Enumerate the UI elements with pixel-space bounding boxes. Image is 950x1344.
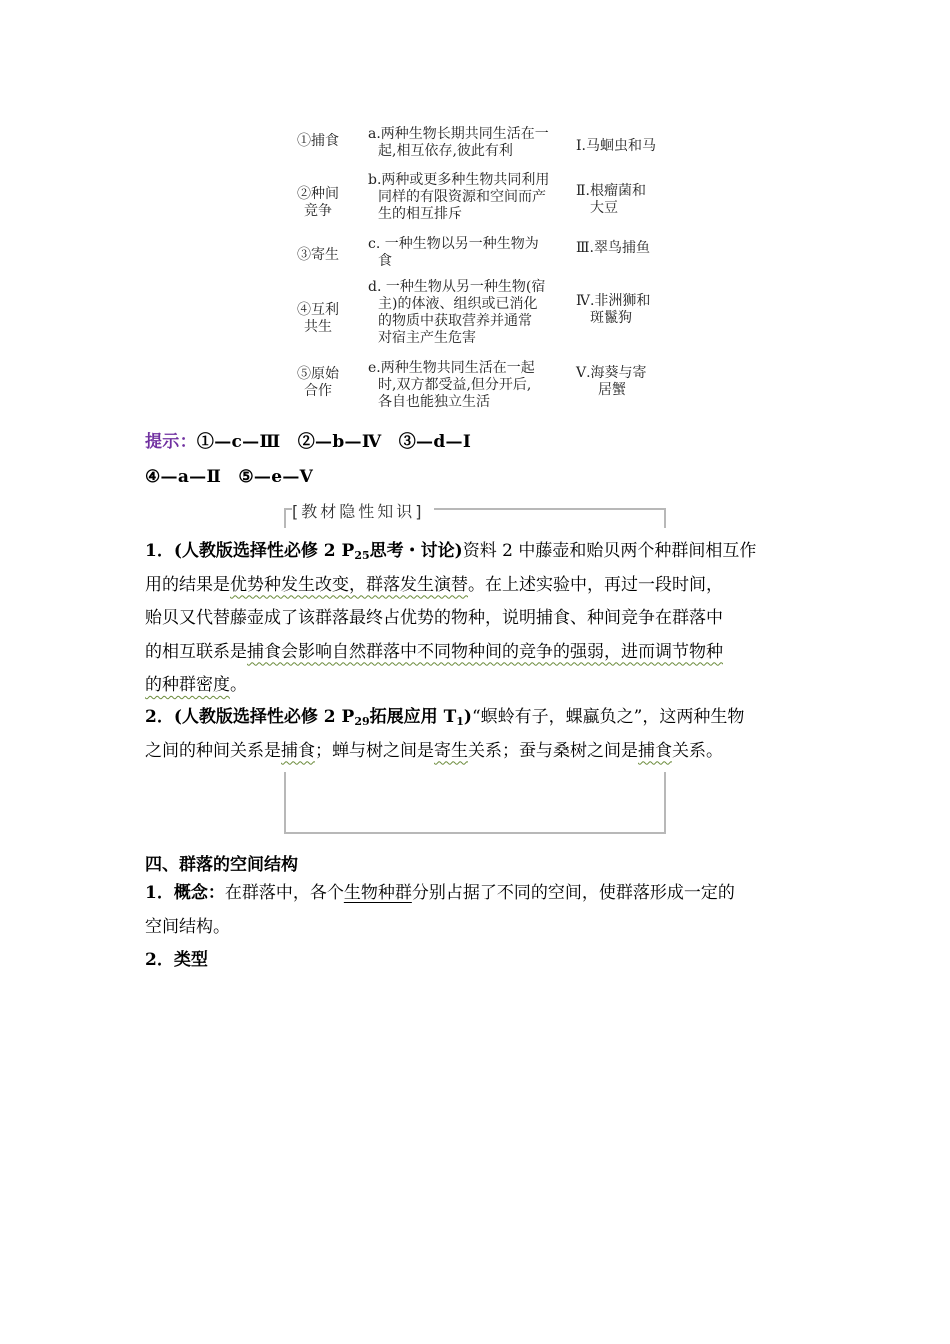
page-subscript: 25 <box>354 549 370 562</box>
box-title: [教材隐性知识] <box>292 502 425 521</box>
item-number: 1． <box>145 883 174 903</box>
item-text: 之间的种间关系是 <box>145 740 281 761</box>
definition-b <box>368 172 560 223</box>
item-text: 资料 2 中藤壶和贻贝两个种群间相互作 <box>462 541 757 561</box>
example-2 <box>576 183 668 217</box>
relation-4 <box>288 302 348 336</box>
definition-c <box>368 236 560 270</box>
item-text: 空间结构。 <box>145 916 230 937</box>
definition-d <box>368 279 560 347</box>
box-border <box>284 832 666 834</box>
hint-line-2 <box>145 462 313 487</box>
example-3 <box>576 240 668 257</box>
definition-line: 起,相互依存,彼此有利 <box>378 143 513 159</box>
item-text: 分别占据了不同的空间，使群落形成一定的 <box>411 883 735 903</box>
item-text: 。 <box>230 675 247 695</box>
item-text: 关系；蚕与桑树之间是 <box>468 740 638 761</box>
item-2 <box>145 701 813 768</box>
item-text: 用的结果是 <box>145 574 230 595</box>
definition-line: 同样的有限资源和空间而产 <box>378 189 546 205</box>
definition-line: 的物质中获取营养并通常 <box>378 313 532 329</box>
key-answer: 捕食 <box>281 740 315 761</box>
type-item <box>145 944 813 978</box>
definition-line: 食 <box>378 253 392 269</box>
key-answer: 的种群密度 <box>145 675 230 695</box>
definition-line: 主)的体液、组织或已消化 <box>378 296 538 312</box>
hint-line-1 <box>145 427 471 452</box>
source-ref: (人教版选择性必修 2 P <box>173 541 355 561</box>
item-1 <box>145 535 813 703</box>
item-text: 的相互联系是 <box>145 641 247 662</box>
definition-line: e.两种生物共同生活在一起 <box>368 360 535 376</box>
item-text: 。在上述实验中，再过一段时间， <box>468 574 723 595</box>
relation-label: ⑤原始 <box>297 366 339 382</box>
example-line: Ⅱ.根瘤菌和 <box>576 183 646 199</box>
relation-5 <box>288 366 348 400</box>
relation-1 <box>288 133 348 150</box>
definition-e <box>368 360 560 411</box>
definition-line: 生的相互排斥 <box>378 206 462 222</box>
key-answer: 寄生 <box>434 740 468 761</box>
question-subscript: 1 <box>456 715 464 728</box>
example-line: Ⅰ.马蛔虫和马 <box>576 138 656 154</box>
page-subscript: 29 <box>354 715 370 728</box>
source-ref: 拓展应用 T <box>369 707 457 727</box>
source-ref: ) <box>463 707 472 727</box>
relation-2 <box>288 186 348 220</box>
example-line: 大豆 <box>590 200 618 216</box>
relation-label: ②种间 <box>297 186 339 202</box>
hint-answer: ④—a—Ⅱ ⑤—e—Ⅴ <box>145 467 314 487</box>
item-text: “螟蛉有子，蜾蠃负之”，这两种生物 <box>471 707 745 727</box>
relation-label: 共生 <box>304 319 332 335</box>
relation-3 <box>288 247 348 264</box>
box-border <box>664 508 666 528</box>
box-border <box>664 772 666 834</box>
concept-item <box>145 877 813 944</box>
example-line: Ⅳ.非洲狮和 <box>576 293 651 309</box>
key-answer: 优势种发生改变，群落发生演替 <box>230 574 468 595</box>
item-text: 在群落中，各个 <box>224 883 344 903</box>
example-4 <box>576 293 668 327</box>
item-number: 2． <box>145 950 174 970</box>
key-answer: 捕食 <box>638 740 672 761</box>
definition-a <box>368 126 560 160</box>
source-ref: 思考・讨论) <box>369 541 463 561</box>
relation-label: ④互利 <box>297 302 339 318</box>
hint-label: 提示： <box>145 432 197 452</box>
relation-label: 合作 <box>304 383 332 399</box>
item-number: 2． <box>145 707 174 727</box>
example-5 <box>576 365 668 399</box>
item-number: 1． <box>145 541 174 561</box>
source-ref: (人教版选择性必修 2 P <box>173 707 355 727</box>
definition-line: b.两种或更多种生物共同利用 <box>368 172 550 188</box>
example-line: Ⅲ.翠鸟捕鱼 <box>576 240 650 256</box>
definition-line: 各自也能独立生活 <box>378 394 490 410</box>
item-text: 贻贝又代替藤壶成了该群落最终占优势的物种，说明捕食、种间竞争在群落中 <box>145 608 723 628</box>
example-line: Ⅴ.海葵与寄 <box>576 365 647 381</box>
item-text: 关系。 <box>672 740 723 761</box>
definition-line: c. 一种生物以另一种生物为 <box>368 236 539 252</box>
type-label: 类型 <box>173 950 208 970</box>
fill-blank-answer: 生物种群 <box>343 883 412 903</box>
relation-label: 竞争 <box>304 203 332 219</box>
concept-label: 概念： <box>173 883 225 903</box>
item-text: ；蝉与树之间是 <box>315 740 434 761</box>
example-line: 斑鬣狗 <box>590 310 632 326</box>
hint-answer: ①—c—Ⅲ ②—b—Ⅳ ③—d—Ⅰ <box>196 432 472 452</box>
relation-label: ③寄生 <box>297 247 339 263</box>
box-border <box>284 508 286 528</box>
relation-label: ①捕食 <box>297 133 339 149</box>
example-1 <box>576 138 668 155</box>
definition-line: 对宿主产生危害 <box>378 330 476 346</box>
example-line: 居蟹 <box>598 382 626 398</box>
box-border <box>434 508 666 510</box>
key-answer: 捕食会影响自然群落中不同物种间的竞争的强弱，进而调节物种 <box>247 641 723 662</box>
definition-line: a.两种生物长期共同生活在一 <box>368 126 549 142</box>
box-border <box>284 772 286 834</box>
definition-line: 时,双方都受益,但分开后, <box>378 377 532 393</box>
section-heading: 四、群落的空间结构 <box>145 855 298 875</box>
definition-line: d. 一种生物从另一种生物(宿 <box>368 279 546 295</box>
